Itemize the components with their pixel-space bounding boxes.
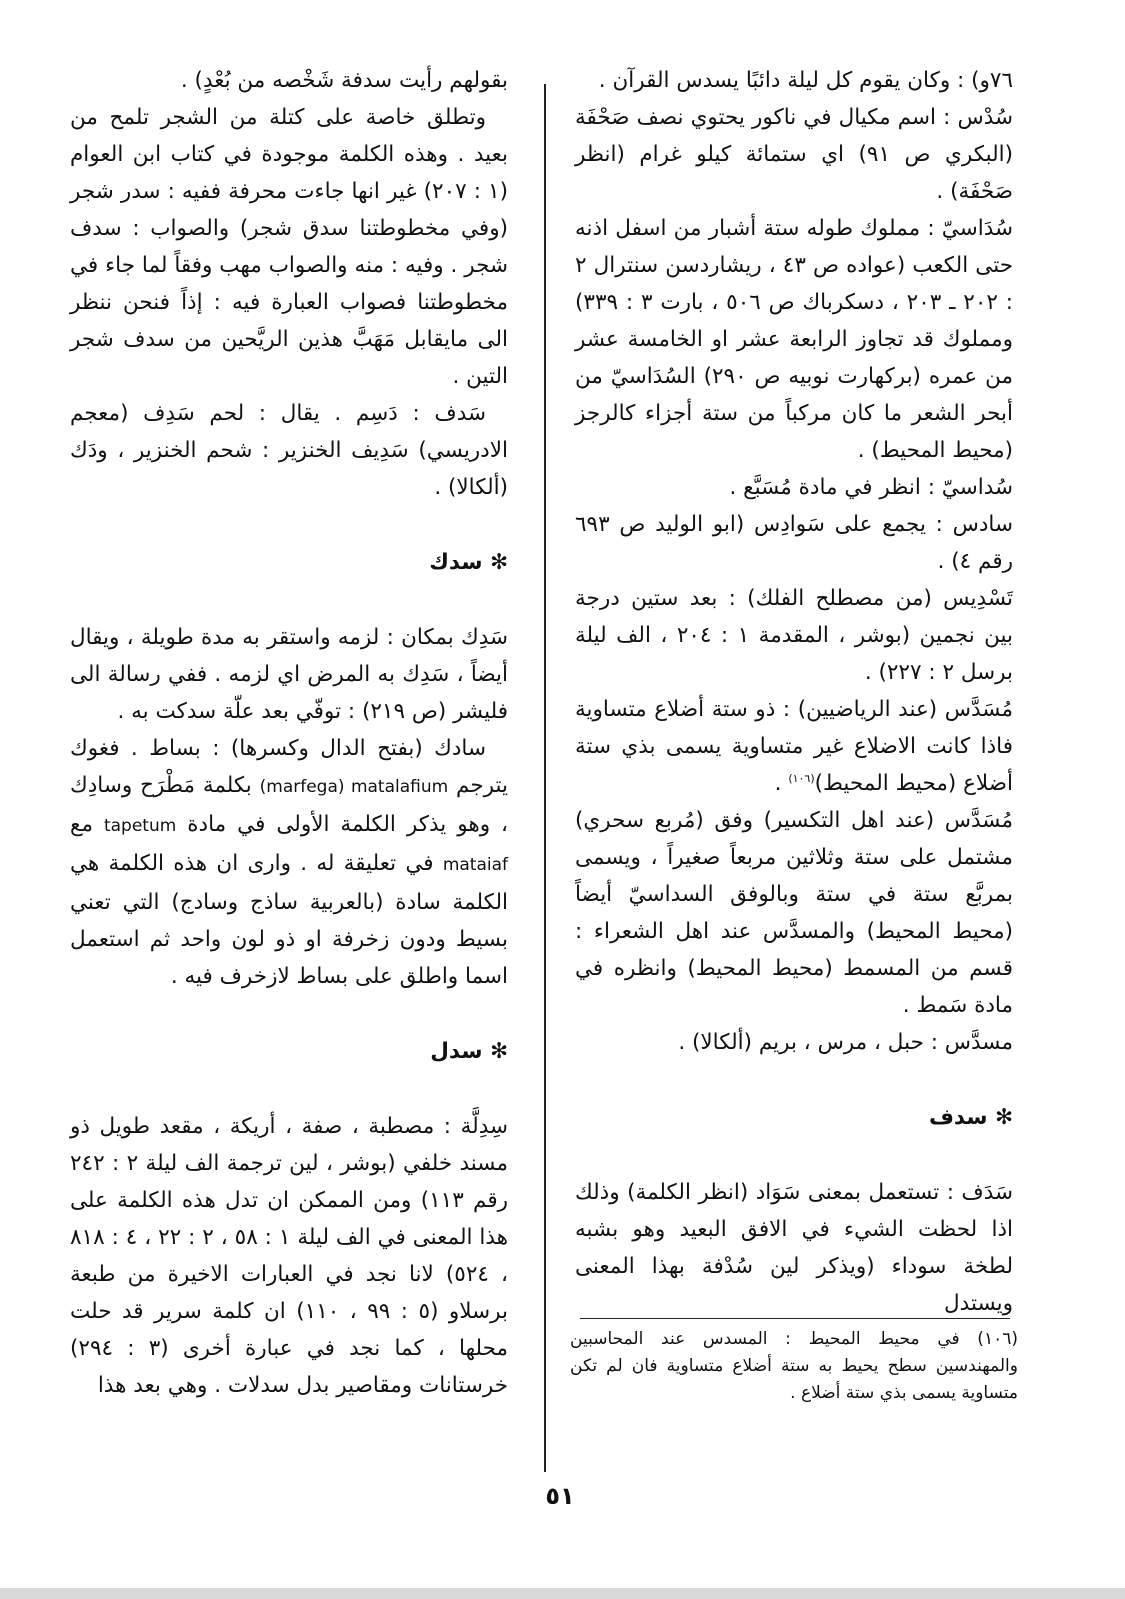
latin-term-matalafium: (marfega) matalafium (259, 777, 449, 797)
footnote-marker[interactable]: (١٠٦) (788, 771, 815, 785)
entry-sadik-carpet-part3: مع (70, 812, 104, 837)
entry-sudasi: سُدَاسيّ : مملوك طوله ستة أشبار من اسفل اذنه حتى الكعب (عواده ص ٤٣ ، ريشاردسن سنترال ٢ : ٢٠٢ ـ ٢٠٣ ، دسكرباك ص ٥٠٦ ، بارت ٣ : ٣٣٩) ومملوك قد تجاوز الرابعة عشر او الخامسة عشر من عمره (بركهارت نوبيه ص ٢٩٠) السُدَاسيّ من أبحر الشعر ما كان مركباً من ستة أجزاء كالرجز (محيط المحيط) . (575, 216, 1014, 463)
entry-musaddas-math-end: . (774, 771, 789, 796)
footnote (570, 1326, 1018, 1407)
heading-sadal (70, 1033, 508, 1070)
entry-musaddas-math-text: مُسَدَّس (عند الرياضيين) : ذو ستة أضلاع متساوية فاذا كانت الاضلاع غير متساوية يسمى بذي ستة أضلاع (محيط المحيط) (575, 697, 1013, 796)
right-column (575, 62, 1013, 1322)
heading-sadaf-label: سدف (928, 1105, 988, 1130)
heading-sadaf (575, 1099, 1013, 1136)
entry-sadif: سَدف : دَسِم . يقال : لحم سَدِف (معجم الادريسي) سَدِيف الخنزير : شحم الخنزير ، ودَك (ألكالا) . (70, 401, 508, 500)
entry-musaddas-magic: مُسَدَّس (عند اهل التكسير) وفق (مُربع سحري) مشتمل على ستة وثلاثين مربعاً صغيراً ، ويسمى بمربَّع ستة في ستة وبالوفق السداسيّ أيضاً (محيط المحيط) والمسدَّس عند اهل الشعراء : قسم من المسمط (محيط المحيط) وانظره في مادة سَمط . (575, 808, 1013, 1018)
entry-sadik-carpet-part2: بكلمة مَطْرَح وسادِك ، وهو يذكر الكلمة الأولى في مادة (70, 773, 509, 837)
entry-sudasi-ref: سُداسيّ : انظر في مادة مُسَبَّع . (729, 475, 1013, 500)
star-icon: ✻ (482, 1039, 508, 1064)
star-icon: ✻ (987, 1105, 1013, 1130)
entry-sadaf-trees: وتطلق خاصة على كتلة من الشجر تلمح من بعيد . وهذه الكلمة موجودة في كتاب ابن العوام (١ : ٢٠٧) غير انها جاءت محرفة ففيه : سدر شجر (وفي مخطوطتنا سدق شجر) والصواب : سدف شجر . وفيه : منه والصواب مهب وفقاً لما جاء في مخطوطتنا فصواب العبارة فيه : إذاً فنحن ننظر الى مايقابل مَهَبَّ هذين الريَّحين من سدف شجر التين . (70, 105, 508, 389)
heading-sadak (70, 544, 508, 581)
entry-sadik: سَدِك بمكان : لزمه واستقر به مدة طويلة ، ويقال أيضاً ، سَدِك به المرض اي لزمه . ففي رسالة الى فليشر (ص ٢١٩) : توفّي بعد علّة سدكت به . (70, 625, 508, 724)
column-divider (544, 84, 546, 1472)
heading-sadak-label: سدك (429, 550, 483, 575)
footnote-separator (580, 1318, 1010, 1319)
entry-musaddas-rope: مسدَّس : حبل ، مرس ، بريم (ألكالا) . (678, 1030, 1013, 1055)
entry-sidilla: سِدِلَّة : مصطبة ، صفة ، أريكة ، مقعد طويل ذو مسند خلفي (بوشر ، لين ترجمة الف ليلة ٢ : ٢٤٢ رقم ١١٣) ومن الممكن ان تدل هذه الكلمة على هذا المعنى في الف ليلة ١ : ٥٨ ، ٢ : ٢٢ ، ٤ : ٨١٨ ، ٥٢٤) لانا نجد في العبارات الاخيرة من طبعة برسلاو (٥ : ٩٩ ، ١١٠) ان كلمة سرير قد حلت محلها ، كما نجد في عبارة أخرى (٣ : ٢٩٤) خرستانات ومقاصير بدل سدلات . وهي بعد هذا (70, 1114, 509, 1398)
entry-sadaf-continuation: بقولهم رأيت سدفة شَخْصه من بُعْدٍ) . (180, 68, 508, 93)
footnote-text: (١٠٦) في محيط المحيط : المسدس عند المحاسبين والمهندسين سطح يحيط به ستة أضلاع متساوية فان لم تكن متساوية يسمى بذي ستة أضلاع . (570, 1329, 1018, 1403)
page-number: ٥١ (545, 1482, 575, 1510)
star-icon: ✻ (482, 550, 508, 575)
scan-edge (0, 1588, 1125, 1599)
entry-sadik-carpet (70, 730, 508, 995)
entry-sadik-carpet-part1: سادك (بفتح الدال وكسرها) : بساط . فغوك يترجم (70, 736, 508, 798)
heading-sadal-label: سدل (430, 1039, 483, 1064)
entry-sadaf: سَدَف : تستعمل بمعنى سَوَاد (انظر الكلمة) وذلك اذا لحظت الشيء في الافق البعيد وهو بشبه لطخة سوداء (ويذكر لين سُدْفة بهذا المعنى ويستدل (575, 1180, 1013, 1316)
entry-tasdis: تَسْدِيس (من مصطلح الفلك) : بعد ستين درجة بين نجمين (بوشر ، المقدمة ١ : ٢٠٤ ، الف ليلة برسل ٢ : ٢٢٧) . (575, 586, 1013, 685)
latin-term-mataiaf: mataiaf (442, 855, 508, 875)
entry-sadis: سادس : يجمع على سَوادِس (ابو الوليد ص ٦٩٣ رقم ٤) . (575, 512, 1013, 574)
entry-sudus-continuation: ٧٦و) : وكان يقوم كل ليلة دائبًا يسدس القرآن . (598, 68, 1013, 93)
entry-musaddas-math (575, 691, 1013, 802)
left-column (70, 62, 508, 1404)
entry-sadik-carpet-part4: في تعليقة له . وارى ان هذه الكلمة هي الكلمة سادة (بالعربية ساذج وسادج) التي تعني بسيط ودون زخرفة او ذو لون واحد ثم استعمل اسما واطلق على بساط لازخرف فيه . (70, 851, 508, 989)
latin-term-tapetum: tapetum (103, 816, 177, 836)
entry-suds: سُدْس : اسم مكيال في ناكور يحتوي نصف صَحْفَة (البكري ص ٩١) اي ستمائة كيلو غرام (انظر صَحْفَة) . (575, 105, 1013, 204)
